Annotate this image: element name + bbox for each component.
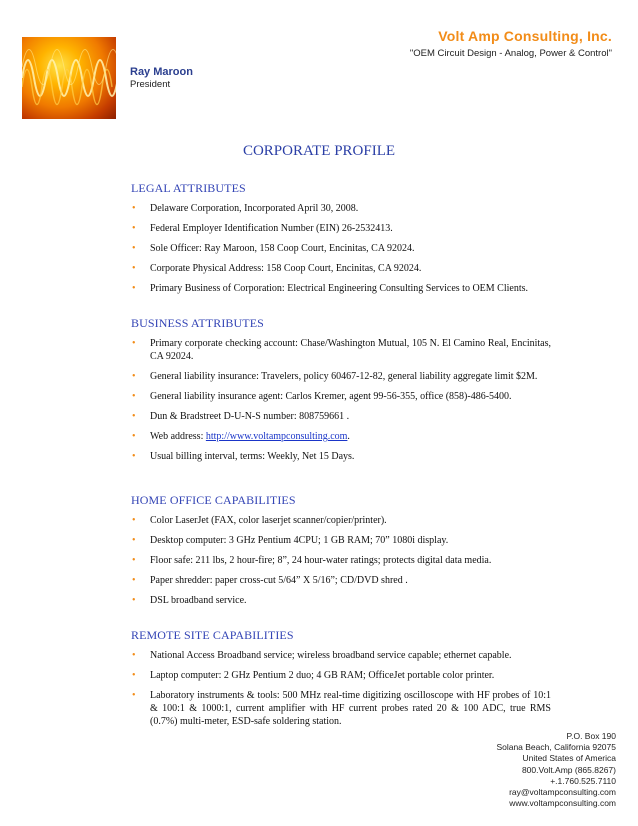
list-item: • Floor safe: 211 lbs, 2 hour-fire; 8”, 24 hour-water ratings; protects digital data media. (132, 555, 492, 566)
bullet-icon: • (132, 670, 136, 681)
bullet-icon: • (132, 595, 136, 606)
list-item: • Dun & Bradstreet D-U-N-S number: 808759661 . (132, 411, 350, 422)
footer-po-box: P.O. Box 190 (566, 731, 616, 741)
officer-title: President (130, 79, 171, 90)
document-title: CORPORATE PROFILE (242, 143, 396, 159)
section-legal-attributes (131, 181, 551, 302)
company-tagline: "OEM Circuit Design - Analog, Power & Control" (409, 48, 612, 59)
footer-website: www.voltampconsulting.com (509, 798, 616, 809)
section-home-office-capabilities (131, 493, 551, 614)
contact-footer (496, 731, 616, 809)
bullet-icon: • (132, 535, 136, 546)
logo-waveform-image (22, 37, 116, 119)
list-item: • Delaware Corporation, Incorporated April 30, 2008. (132, 203, 359, 214)
bullet-icon: • (132, 203, 136, 214)
bullet-icon: • (132, 575, 136, 586)
footer-email: ray@voltampconsulting.com (509, 787, 616, 798)
home-office-list (131, 514, 551, 607)
bullet-icon: • (132, 650, 136, 661)
bullet-icon: • (132, 263, 136, 274)
list-item: • Primary corporate checking account: Chase/Washington Mutual, 105 N. El Camino Real, Encinitas, CA 92024. (132, 338, 551, 362)
section-heading: HOME OFFICE CAPABILITIES (131, 493, 296, 507)
bullet-icon: • (132, 515, 136, 526)
officer-name: Ray Maroon (130, 66, 193, 78)
footer-phone: +.1.760.525.7110 (550, 775, 616, 786)
list-item: • Sole Officer: Ray Maroon, 158 Coop Court, Encinitas, CA 92024. (132, 243, 415, 254)
website-link[interactable]: http://www.voltampconsulting.com (205, 431, 348, 442)
company-name: Volt Amp Consulting, Inc. (438, 28, 612, 44)
bullet-icon: • (132, 283, 136, 294)
list-item: • General liability insurance agent: Carlos Kremer, agent 99-56-355, office (858)-486-5400. (132, 391, 512, 402)
bullet-icon: • (132, 451, 136, 462)
bullet-icon: • (132, 223, 136, 234)
bullet-icon: • (132, 371, 136, 382)
legal-list (131, 202, 551, 295)
bullet-icon: • (132, 690, 136, 701)
officer-block (130, 66, 193, 90)
list-item: • Primary Business of Corporation: Electrical Engineering Consulting Services to OEM Clients. (132, 283, 528, 294)
list-item: • Desktop computer: 3 GHz Pentium 4CPU; 1 GB RAM; 70” 1080i display. (132, 535, 449, 546)
bullet-icon: • (132, 411, 136, 422)
list-item: • Corporate Physical Address: 158 Coop Court, Encinitas, CA 92024. (132, 263, 422, 274)
list-item: • Usual billing interval, terms: Weekly, Net 15 Days. (132, 451, 355, 462)
list-item: • National Access Broadband service; wireless broadband service capable; ethernet capable. (132, 650, 512, 661)
list-item: • Color LaserJet (FAX, color laserjet scanner/copier/printer). (132, 515, 387, 526)
footer-country: United States of America (522, 753, 616, 764)
bullet-icon: • (132, 431, 136, 442)
footer-phone-tollfree: 800.Volt.Amp (865.8267) (521, 764, 616, 775)
section-heading: REMOTE SITE CAPABILITIES (131, 628, 294, 642)
bullet-icon: • (132, 391, 136, 402)
list-item: • DSL broadband service. (132, 595, 247, 606)
section-business-attributes (131, 316, 551, 470)
footer-city: Solana Beach, California 92075 (496, 742, 616, 753)
list-item: • General liability insurance: Travelers, policy 60467-12-82, general liability aggregate limit $2M. (132, 371, 538, 382)
business-list (131, 337, 551, 463)
section-heading: BUSINESS ATTRIBUTES (131, 316, 264, 330)
list-item: • Paper shredder: paper cross-cut 5/64” X 5/16”; CD/DVD shred . (132, 575, 408, 586)
bullet-icon: • (132, 555, 136, 566)
section-heading: LEGAL ATTRIBUTES (131, 181, 246, 195)
list-item: • Laptop computer: 2 GHz Pentium 2 duo; 4 GB RAM; OfficeJet portable color printer. (132, 670, 495, 681)
list-item: • Federal Employer Identification Number (EIN) 26-2532413. (132, 223, 393, 234)
bullet-icon: • (132, 338, 136, 349)
company-header (410, 28, 612, 59)
list-item: • Laboratory instruments & tools: 500 MHz real-time digitizing oscilloscope with HF probes of 10:1 & 100:1 & 1000:1, current amplifier with HF current probes rated 20 & 100 ADC, true RMS (0.7%) multi-meter, ESD-safe soldering station. (132, 690, 551, 727)
remote-site-list (131, 649, 551, 728)
bullet-icon: • (132, 243, 136, 254)
list-item-web-address: • Web address: http://www.voltampconsulting.com. (132, 431, 350, 442)
section-remote-site-capabilities (131, 628, 551, 735)
